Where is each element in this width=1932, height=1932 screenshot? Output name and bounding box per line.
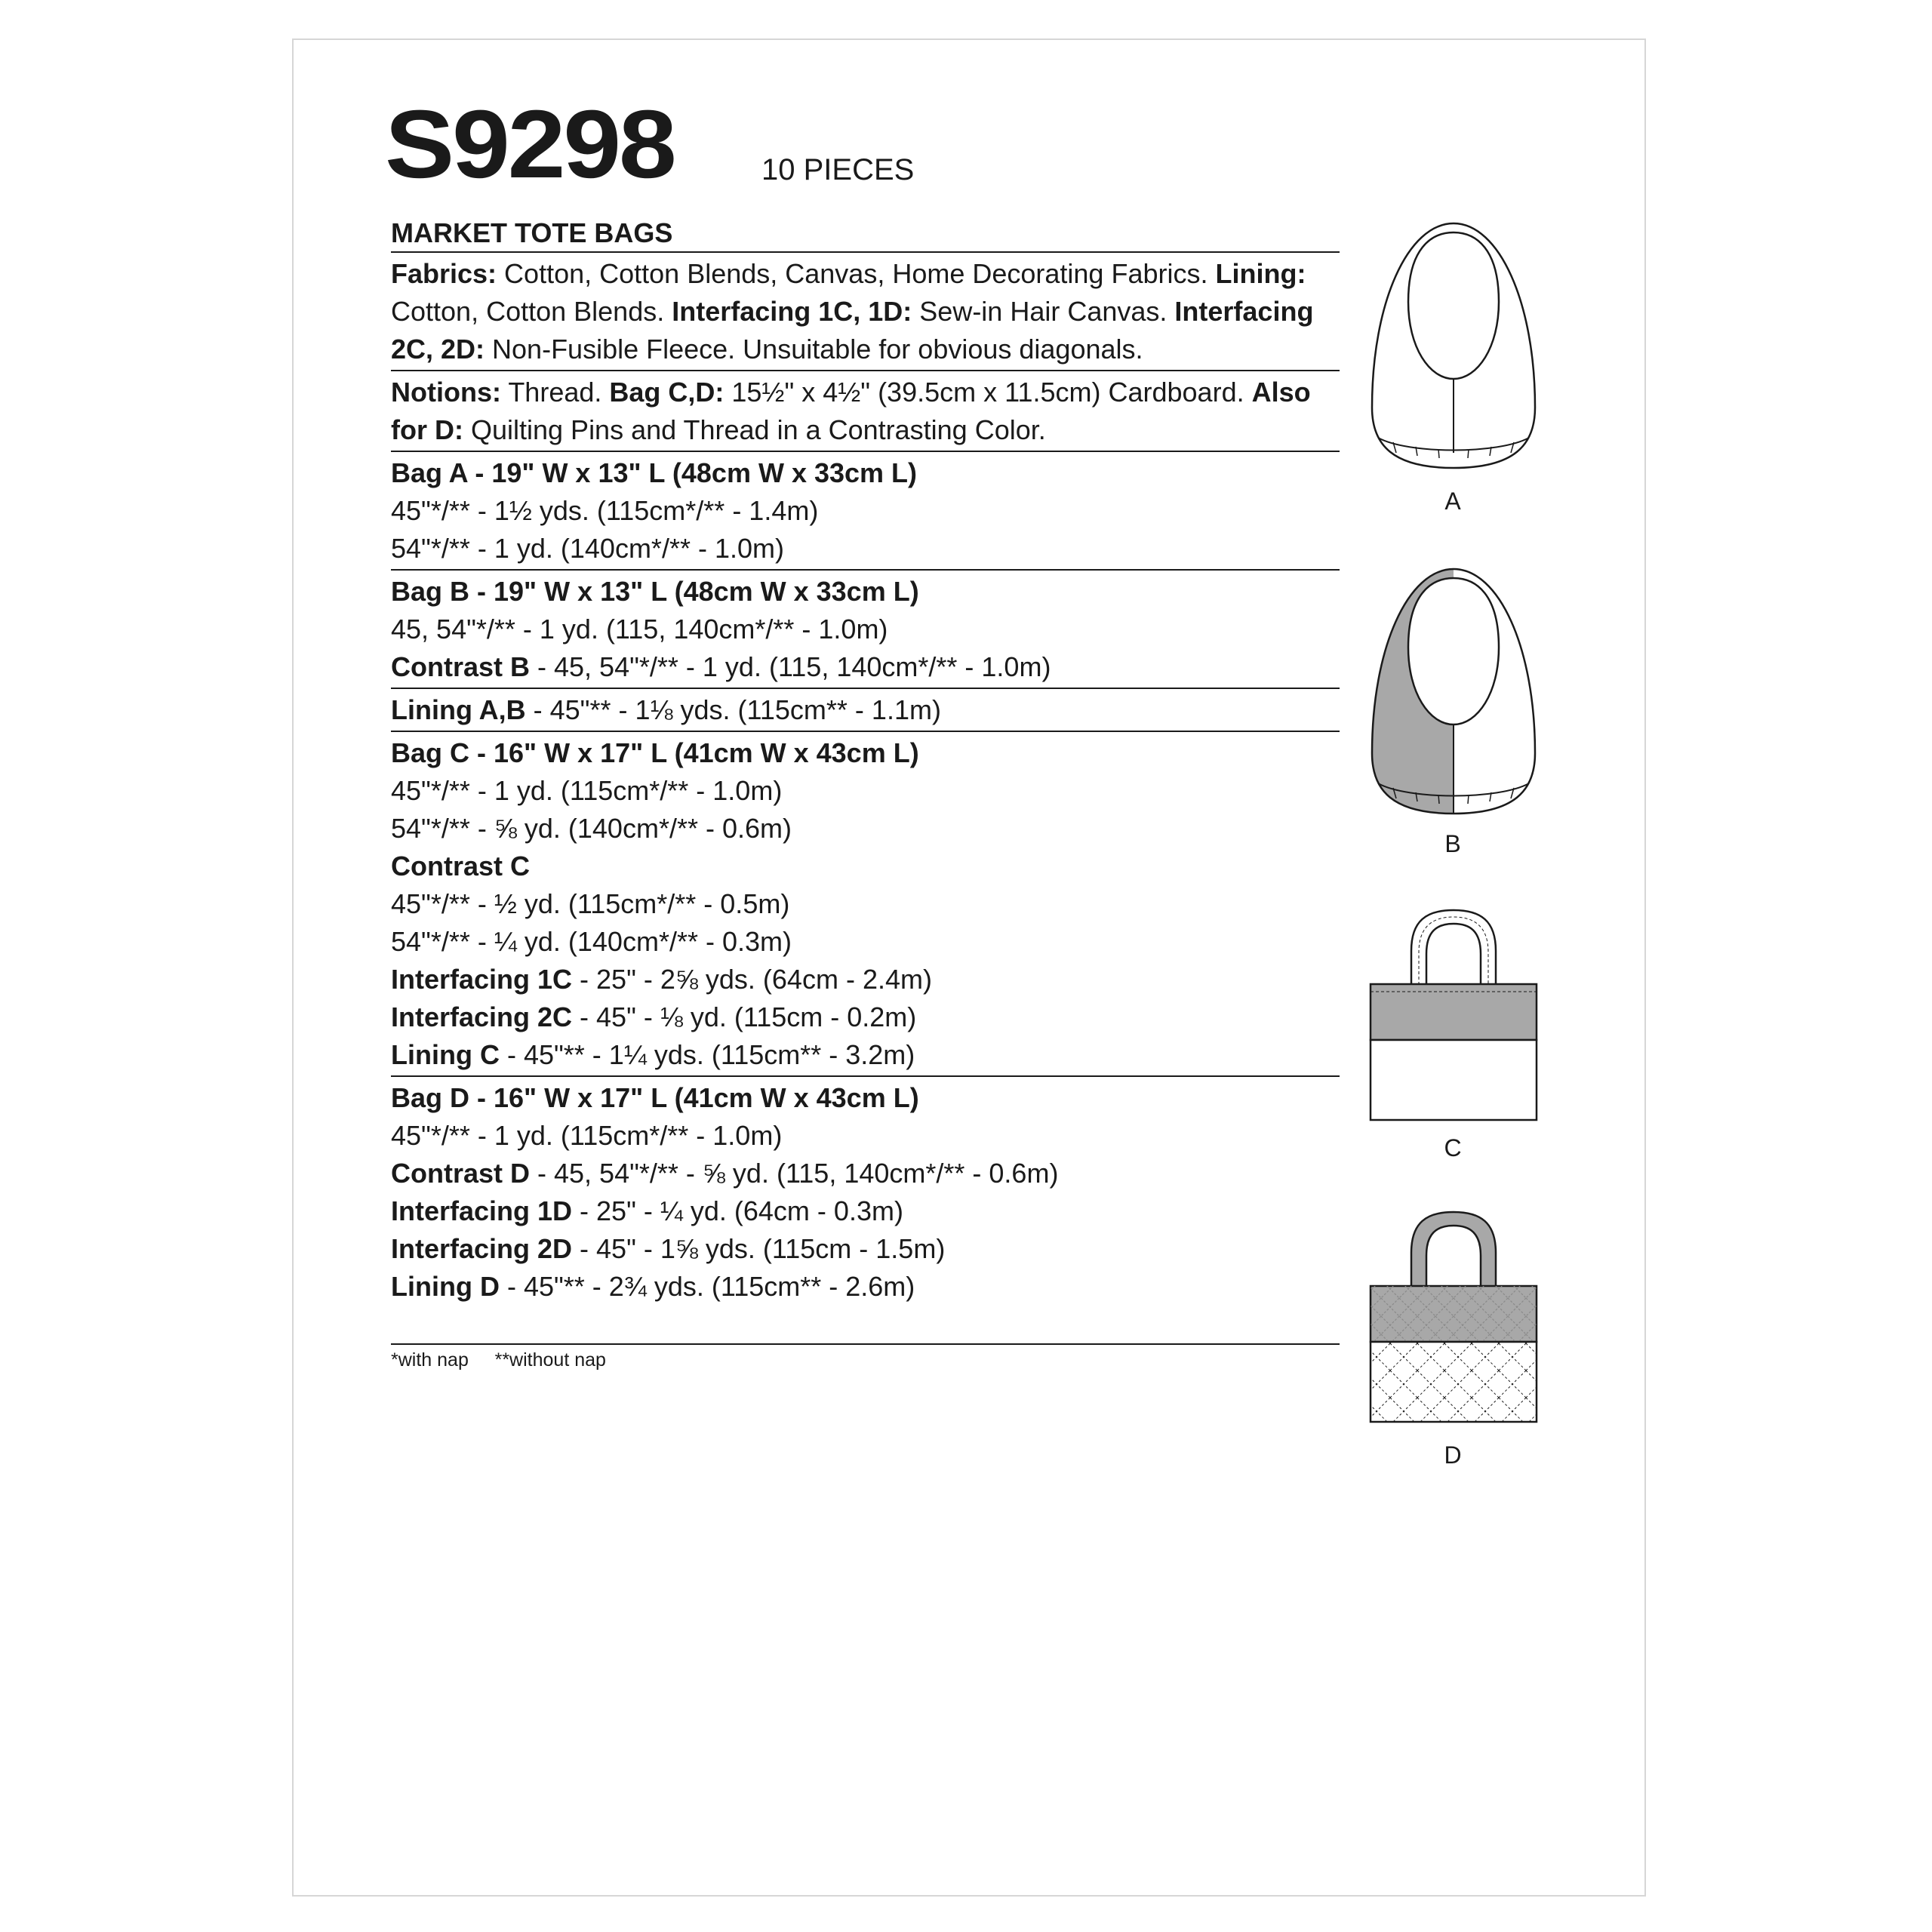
bag-d-heading: Bag D - 16" W x 17" L (41cm W x 43cm L) xyxy=(391,1082,919,1113)
bag-a-illustration xyxy=(1363,219,1544,475)
interfacing-2c-yardage: Interfacing 2C - 45" - ⅛ yd. (115cm - 0.2m) xyxy=(391,1001,917,1032)
view-b-label: B xyxy=(1444,830,1461,857)
bag-a-yardage: 45"*/** - 1½ yds. (115cm*/** - 1.4m) xyxy=(391,495,819,526)
nap-footnote: *with nap **without nap xyxy=(391,1349,606,1371)
interfacing-1c-yardage: Interfacing 1C - 25" - 2⅝ yds. (64cm - 2.4m) xyxy=(391,964,932,995)
bag-a-section xyxy=(391,451,1340,569)
fabrics-section xyxy=(391,251,1340,370)
fabrics-text: Fabrics: Cotton, Cotton Blends, Canvas, Home Decorating Fabrics. Lining: Cotton, Cotton Blends. Interfacing 1C, 1D: Sew-in Hair Canvas. Interfacing 2C, 2D: Non-Fusible Fleece. Unsuitable for obvious diagonals. xyxy=(391,258,1314,365)
bag-d-illustration xyxy=(1363,1208,1544,1426)
lining-ab-yardage: Lining A,B - 45"** - 1⅛ yds. (115cm** - 1.1m) xyxy=(391,694,941,725)
notions-section xyxy=(391,370,1340,451)
lining-ab-section xyxy=(391,688,1340,731)
contrast-c-yardage: 54"*/** - ¼ yd. (140cm*/** - 0.3m) xyxy=(391,926,792,957)
piece-count: 10 PIECES xyxy=(761,153,915,186)
bag-a-yardage: 54"*/** - 1 yd. (140cm*/** - 1.0m) xyxy=(391,533,784,564)
fabrics-label: Fabrics: xyxy=(391,258,497,289)
view-a-label: A xyxy=(1444,488,1461,515)
bag-c-yardage: 54"*/** - ⅝ yd. (140cm*/** - 0.6m) xyxy=(391,813,792,844)
lining-d-yardage: Lining D - 45"** - 2¾ yds. (115cm** - 2.6m) xyxy=(391,1271,915,1302)
bag-b-heading: Bag B - 19" W x 13" L (48cm W x 33cm L) xyxy=(391,576,919,607)
interfacing-2-label: Interfacing 2C, 2D: xyxy=(391,296,1314,365)
bag-b-illustration xyxy=(1363,565,1544,821)
contrast-c-heading: Contrast C xyxy=(391,851,531,881)
interfacing-2d-yardage: Interfacing 2D - 45" - 1⅝ yds. (115cm - 1.5m) xyxy=(391,1233,946,1264)
footnote-rule xyxy=(391,1343,1340,1345)
lining-c-yardage: Lining C - 45"** - 1¼ yds. (115cm** - 3.2m) xyxy=(391,1039,915,1070)
notions-label: Notions: xyxy=(391,377,501,408)
bag-b-yardage: 45, 54"*/** - 1 yd. (115, 140cm*/** - 1.0m) xyxy=(391,614,888,645)
bag-c-heading: Bag C - 16" W x 17" L (41cm W x 43cm L) xyxy=(391,737,919,768)
view-d-label: D xyxy=(1444,1441,1462,1469)
notions-text: Notions: Thread. Bag C,D: 15½" x 4½" (39.5cm x 11.5cm) Cardboard. Also for D: Quilting Pins and Thread in a Contrasting Color. xyxy=(391,377,1311,445)
bag-d-yardage: 45"*/** - 1 yd. (115cm*/** - 1.0m) xyxy=(391,1120,783,1151)
view-c-label: C xyxy=(1444,1134,1462,1161)
pattern-title: MARKET TOTE BAGS xyxy=(391,217,673,248)
yardage-chart xyxy=(391,215,1340,1371)
bag-b-section xyxy=(391,569,1340,688)
interfacing-1d-yardage: Interfacing 1D - 25" - ¼ yd. (64cm - 0.3m) xyxy=(391,1195,903,1226)
contrast-d-yardage: Contrast D - 45, 54"*/** - ⅝ yd. (115, 140cm*/** - 0.6m) xyxy=(391,1158,1059,1189)
contrast-b-yardage: Contrast B - 45, 54"*/** - 1 yd. (115, 140cm*/** - 1.0m) xyxy=(391,651,1051,682)
bag-d-section xyxy=(391,1075,1340,1307)
contrast-c-yardage: 45"*/** - ½ yd. (115cm*/** - 0.5m) xyxy=(391,888,790,919)
bag-c-yardage: 45"*/** - 1 yd. (115cm*/** - 1.0m) xyxy=(391,775,783,806)
bag-c-section xyxy=(391,731,1340,1075)
bag-c-illustration xyxy=(1363,906,1544,1124)
pattern-number: S9298 xyxy=(385,91,675,198)
bag-a-heading: Bag A - 19" W x 13" L (48cm W x 33cm L) xyxy=(391,457,918,488)
lining-label: Lining: xyxy=(1215,258,1306,289)
interfacing-1-label: Interfacing 1C, 1D: xyxy=(672,296,912,327)
